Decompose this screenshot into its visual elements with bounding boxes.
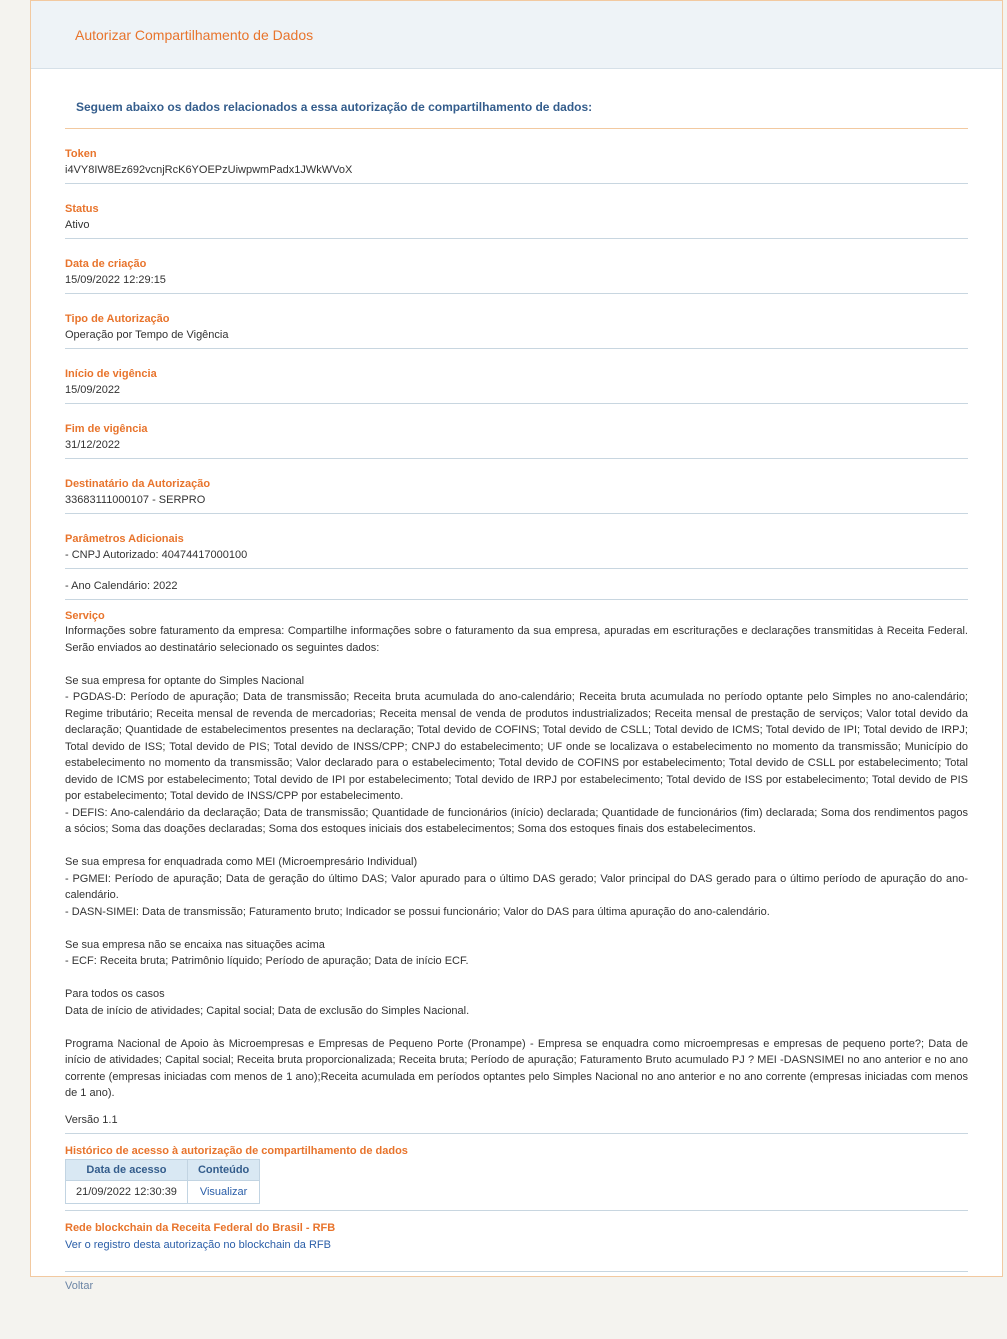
view-link[interactable]: Visualizar (199, 1185, 248, 1198)
column-header-content: Conteúdo (187, 1159, 259, 1180)
service-label: Serviço (65, 610, 105, 622)
field-status (65, 184, 968, 239)
field-label: Parâmetros Adicionais (65, 533, 184, 545)
column-header-date: Data de acesso (66, 1159, 188, 1180)
service-version: Versão 1.1 (65, 1113, 118, 1126)
defis-text: - DEFIS: Ano-calendário da declaração; Data de transmissão; Quantidade de funcionários (início) declarada; Quantidade de funcionários (fim) declarada; Soma dos rendimentos pagos a sócios; Soma das doações declaradas; Soma dos estoques iniciais dos estabelecimentos; Soma dos estoques finais dos estabelecimentos. (65, 806, 968, 835)
other-title: Se sua empresa não se encaixa nas situações acima (65, 938, 325, 951)
panel-content (31, 69, 1002, 1292)
dasn-text: - DASN-SIMEI: Data de transmissão; Faturamento bruto; Indicador se possui funcionário; Valor do DAS para última apuração do ano-calendário. (65, 905, 770, 918)
field-end-date (65, 404, 968, 459)
field-value: i4VY8IW8Ez692vcnjRcK6YOEPzUiwpwmPadx1JWkWVoX (65, 164, 353, 176)
ecf-text: - ECF: Receita bruta; Patrimônio líquido; Período de apuração; Data de início ECF. (65, 955, 469, 967)
field-label: Status (65, 203, 99, 215)
access-date-cell: 21/09/2022 12:30:39 (66, 1180, 188, 1203)
field-token (65, 129, 968, 184)
field-value: - CNPJ Autorizado: 40474417000100 (65, 549, 248, 561)
field-start-date (65, 349, 968, 404)
service-intro: Informações sobre faturamento da empresa: Compartilhe informações sobre o faturamento da sua empresa, apuradas em escriturações e declarações transmitidas à Receita Federal. Serão enviados ao destinatário selecionado os seguintes dados: (65, 625, 968, 654)
authorization-panel (30, 0, 1003, 1292)
pronampe-text: Programa Nacional de Apoio às Microempresas e Empresas de Pequeno Porte (Pronampe) - Empresa se enquadra como microempresas e empresas de pequeno porte?; Data de início de atividades; Capital social; Receita bruta proporcionalizada; Receita bruta; Período de apuração; Faturamento Bruto acumulado PJ ? MEI -DASNSIMEI no ano anterior e no ano corrente (empresas iniciadas com menos de 1 ano);Receita acumulada em períodos optantes pelo Simples Nacional no ano anterior e no ano corrente (empresas iniciadas com menos de 1 ano). (65, 1037, 968, 1099)
simples-title: Se sua empresa for optante do Simples Nacional (65, 674, 305, 687)
back-link[interactable]: Voltar (65, 1279, 94, 1292)
field-value: 15/09/2022 12:29:15 (65, 274, 166, 286)
field-year-param (65, 569, 968, 600)
field-label: Tipo de Autorização (65, 313, 170, 325)
field-label: Destinatário da Autorização (65, 478, 211, 490)
section-subheading: Seguem abaixo os dados relacionados a essa autorização de compartilhamento de dados: (65, 69, 968, 129)
table-row (66, 1180, 260, 1203)
pgmei-text: - PGMEI: Período de apuração; Data de geração do último DAS; Valor apurado para o último DAS gerado; Valor principal do DAS gerado para o último período de apuração do ano-calendário. (65, 872, 968, 901)
field-value: Ativo (65, 219, 90, 231)
field-recipient (65, 459, 968, 514)
service-section (65, 600, 968, 1134)
access-history-section (65, 1134, 968, 1211)
page-title: Autorizar Compartilhamento de Dados (75, 27, 314, 43)
field-additional-params (65, 514, 968, 569)
field-label: Fim de vigência (65, 423, 148, 435)
field-value: Operação por Tempo de Vigência (65, 329, 229, 341)
field-value: 15/09/2022 (65, 384, 121, 396)
all-cases-title: Para todos os casos (65, 988, 165, 1000)
all-cases-text: Data de início de atividades; Capital social; Data de exclusão do Simples Nacional. (65, 1004, 470, 1017)
content-cell (187, 1180, 259, 1203)
blockchain-label: Rede blockchain da Receita Federal do Brasil - RFB (65, 1221, 336, 1234)
field-label: Início de vigência (65, 368, 157, 380)
field-value: 31/12/2022 (65, 439, 121, 451)
field-label: Data de criação (65, 258, 147, 270)
access-history-table (65, 1159, 260, 1204)
field-value: 33683111000107 - SERPRO (65, 494, 206, 506)
field-label: Token (65, 148, 97, 160)
field-authorization-type (65, 294, 968, 349)
blockchain-record-link[interactable]: Ver o registro desta autorização no blockchain da RFB (65, 1238, 331, 1251)
blockchain-section (65, 1211, 968, 1272)
pgdas-text: - PGDAS-D: Período de apuração; Data de transmissão; Receita bruta acumulada do ano-calendário; Receita bruta acumulada no período optante pelo Simples no ano-calendário; Regime tributário; Receita mensal de revenda de mercadorias; Receita mensal de venda de produtos industrializados; Receita mensal de prestação de serviços; Valor total devido da declaração; Quantidade de estabelecimentos presentes na declaração; Total devido de COFINS; Total devido de CSLL; Total devido de ICMS; Total devido de IPI; Total devido de IRPJ; Total devido de ISS; Total devido de PIS; Total devido de INSS/CPP; CNPJ do estabelecimento; UF onde se localizava o estabelecimento no momento da transmissão; Município do estabelecimento no momento da transmissão; Valor declarado para o estabelecimento; Total devido de COFINS por estabelecimento; Total devido de CSLL por estabelecimento; Total devido de ICMS por estabelecimento; Total devido de IPI por estabelecimento; Total devido de IRPJ por estabelecimento; Total devido de ISS por estabelecimento; Total devido de PIS por estabelecimento; Total devido de INSS/CPP por estabelecimento. (65, 691, 968, 802)
mei-title: Se sua empresa for enquadrada como MEI (Microempresário Individual) (65, 856, 418, 868)
panel-header (31, 1, 1002, 69)
field-value: - Ano Calendário: 2022 (65, 580, 178, 592)
history-label: Histórico de acesso à autorização de compartilhamento de dados (65, 1144, 408, 1157)
field-creation-date (65, 239, 968, 294)
